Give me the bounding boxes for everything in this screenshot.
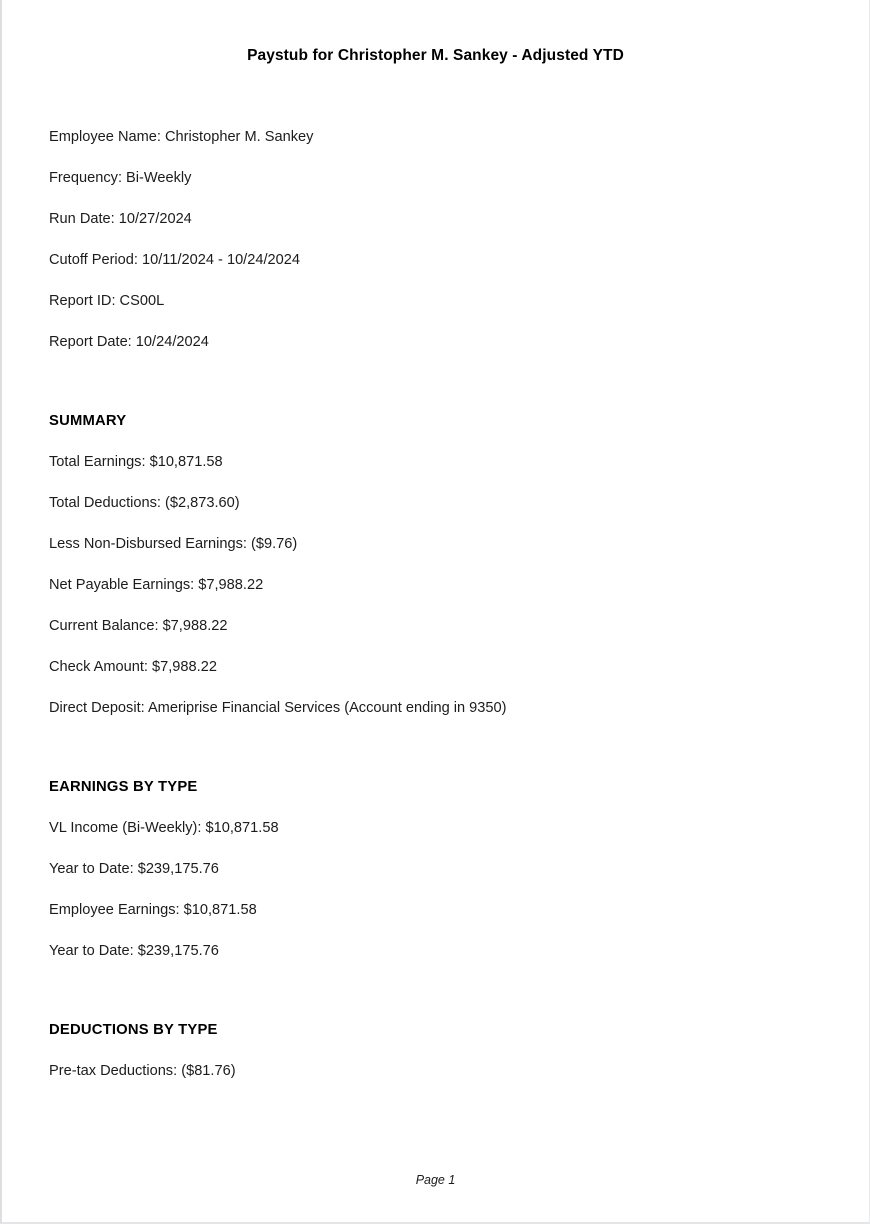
deductions-by-type-heading: DEDUCTIONS BY TYPE bbox=[49, 1022, 218, 1038]
cutoff-period-line: Cutoff Period: 10/11/2024 - 10/24/2024 bbox=[49, 252, 300, 268]
section-spacer bbox=[49, 961, 829, 1021]
deductions-by-type-section bbox=[49, 1021, 829, 1081]
employee-name-line: Employee Name: Christopher M. Sankey bbox=[49, 129, 314, 145]
direct-deposit-line: Direct Deposit: Ameriprise Financial Services (Account ending in 9350) bbox=[49, 700, 507, 716]
summary-section bbox=[49, 412, 829, 718]
frequency-line: Frequency: Bi-Weekly bbox=[49, 170, 192, 186]
run-date-line: Run Date: 10/27/2024 bbox=[49, 211, 192, 227]
employee-earnings-ytd-line: Year to Date: $239,175.76 bbox=[49, 943, 219, 959]
vl-income-line: VL Income (Bi-Weekly): $10,871.58 bbox=[49, 820, 279, 836]
report-id-line: Report ID: CS00L bbox=[49, 293, 165, 309]
pre-tax-deductions-line: Pre-tax Deductions: ($81.76) bbox=[49, 1063, 236, 1079]
section-spacer bbox=[49, 352, 829, 412]
total-earnings-line: Total Earnings: $10,871.58 bbox=[49, 454, 223, 470]
less-non-disbursed-earnings-line: Less Non-Disbursed Earnings: ($9.76) bbox=[49, 536, 298, 552]
page-title: Paystub for Christopher M. Sankey - Adjusted YTD bbox=[247, 47, 624, 64]
employee-info-block bbox=[49, 128, 829, 352]
document-body bbox=[49, 128, 829, 1081]
current-balance-line: Current Balance: $7,988.22 bbox=[49, 618, 228, 634]
summary-heading: SUMMARY bbox=[49, 413, 127, 429]
vl-income-ytd-line: Year to Date: $239,175.76 bbox=[49, 861, 219, 877]
section-spacer bbox=[49, 718, 829, 778]
page-footer: Page 1 bbox=[415, 1173, 456, 1187]
report-date-line: Report Date: 10/24/2024 bbox=[49, 334, 209, 350]
employee-earnings-line: Employee Earnings: $10,871.58 bbox=[49, 902, 257, 918]
check-amount-line: Check Amount: $7,988.22 bbox=[49, 659, 217, 675]
net-payable-earnings-line: Net Payable Earnings: $7,988.22 bbox=[49, 577, 264, 593]
earnings-by-type-heading: EARNINGS BY TYPE bbox=[49, 779, 198, 795]
earnings-by-type-section bbox=[49, 778, 829, 961]
total-deductions-line: Total Deductions: ($2,873.60) bbox=[49, 495, 240, 511]
